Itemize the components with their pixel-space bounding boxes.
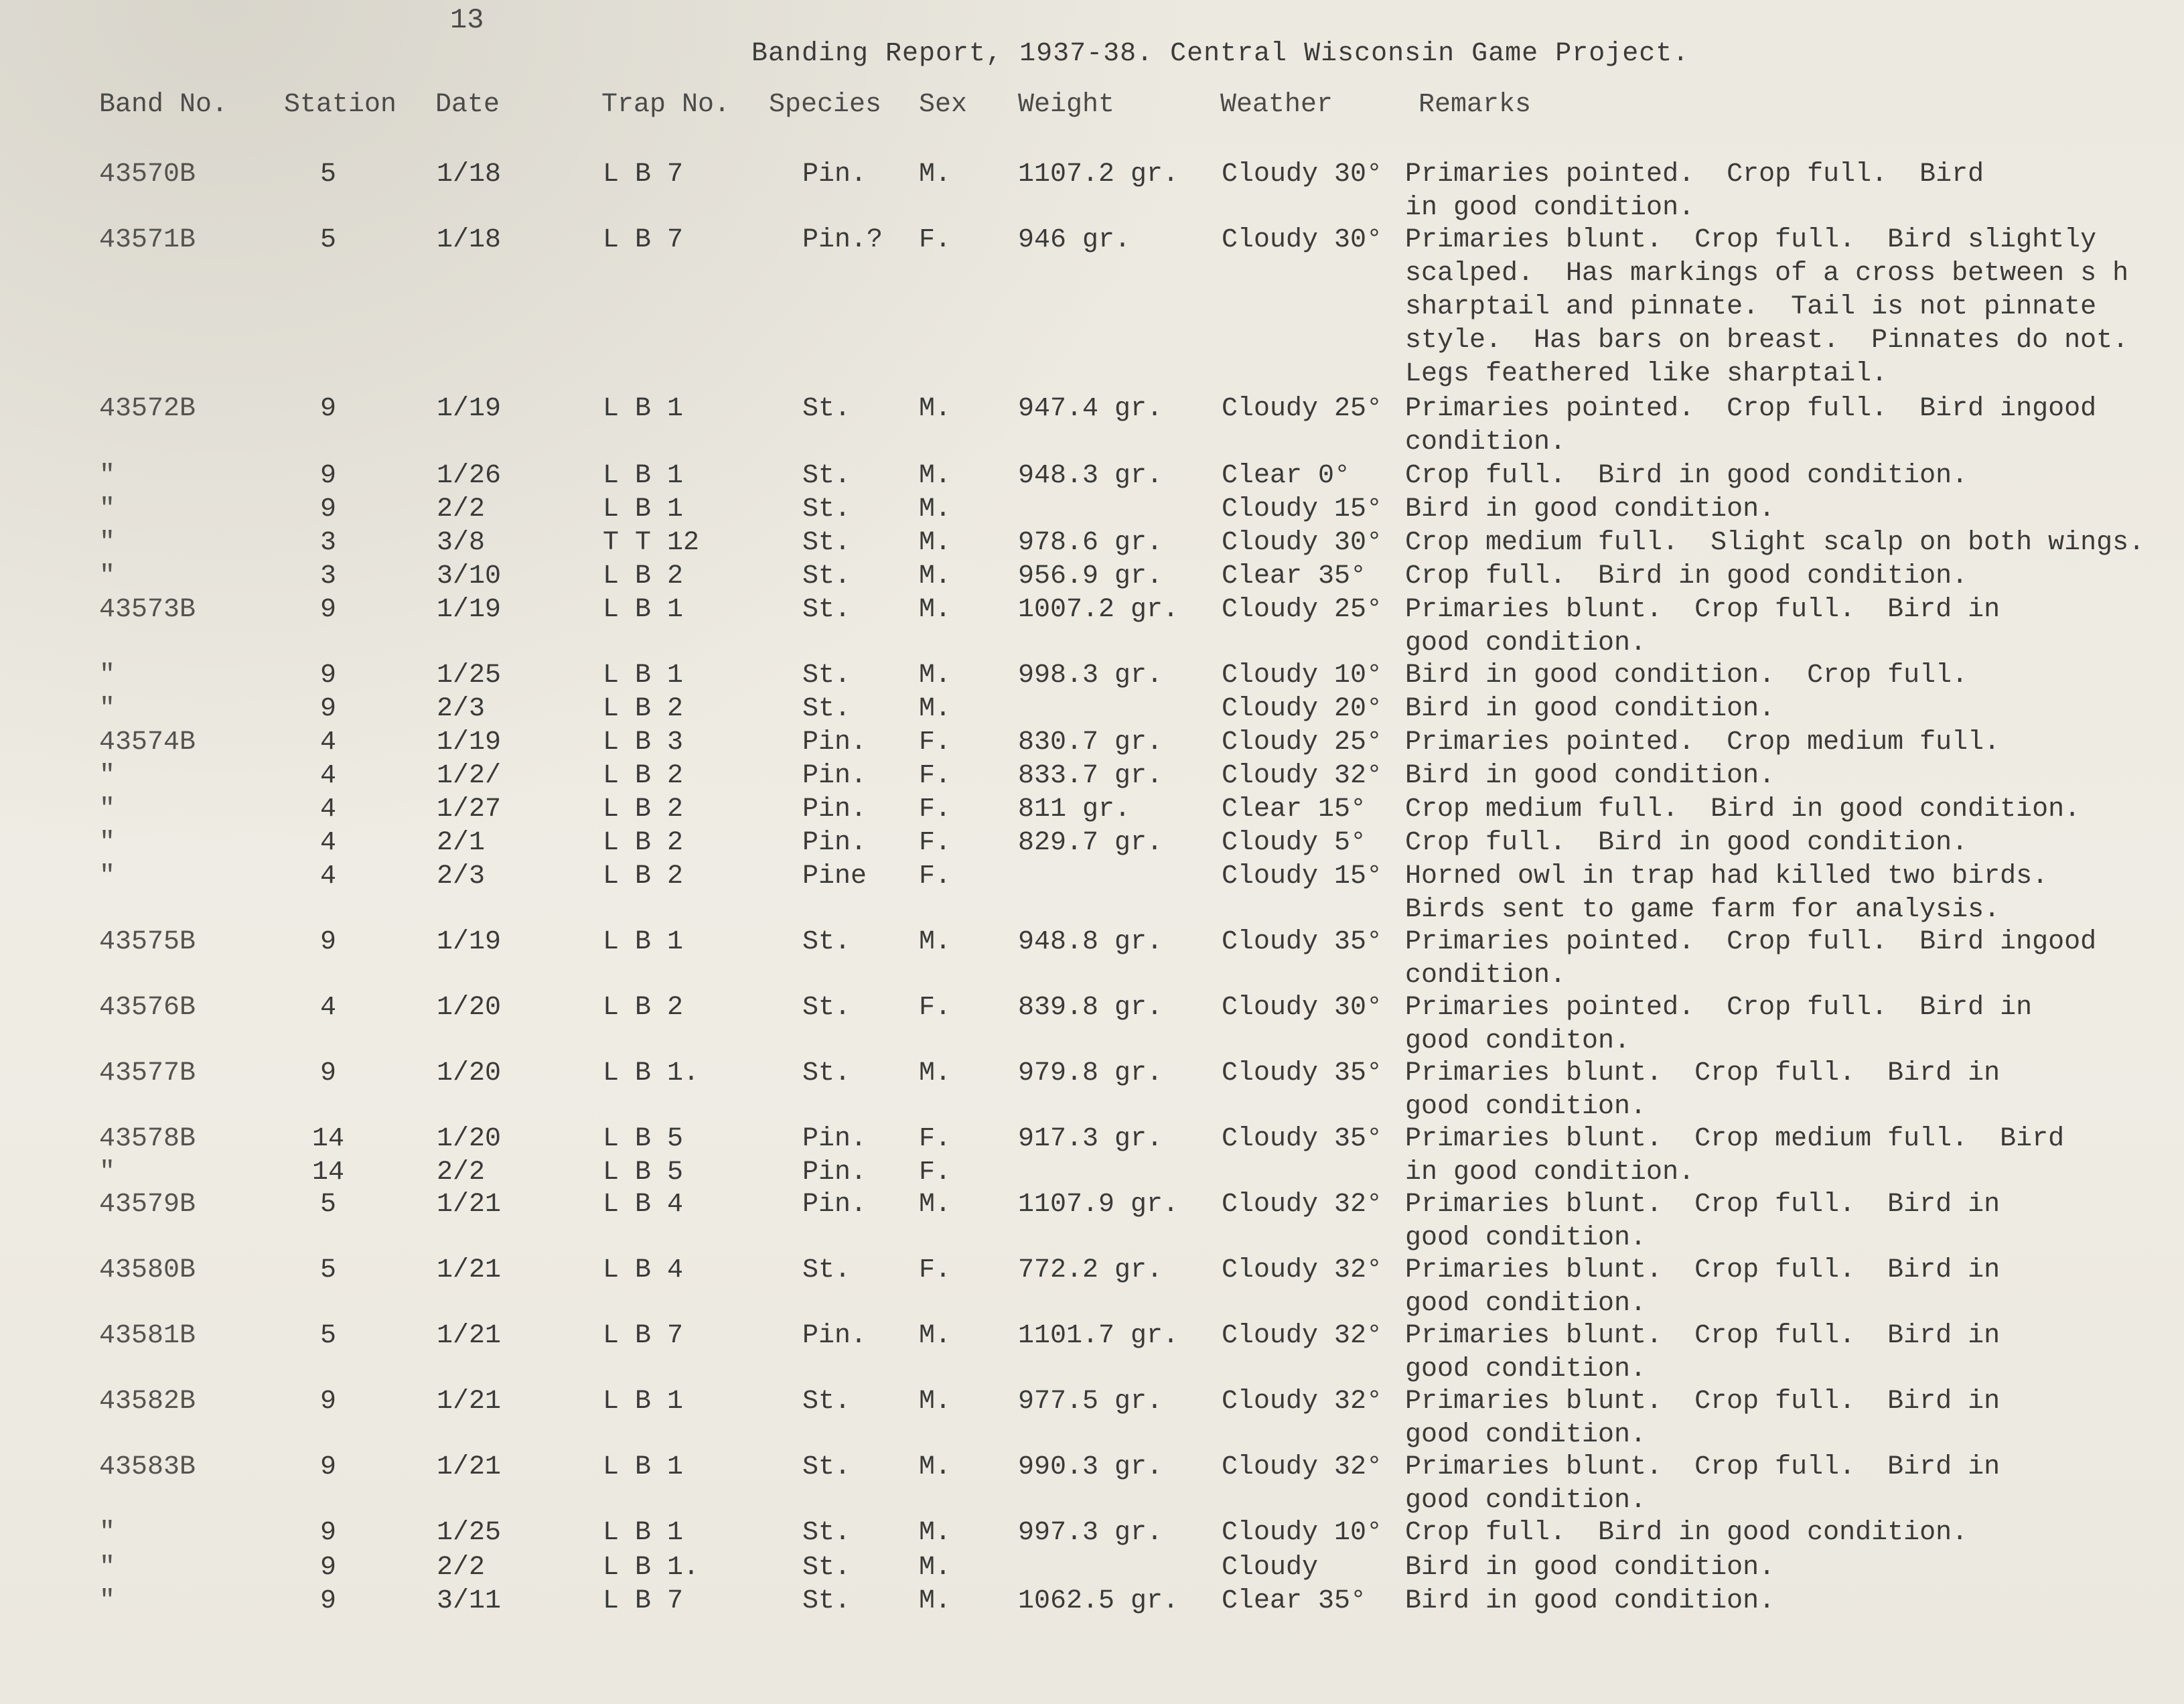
cell-date: 1/18: [437, 225, 502, 255]
cell-date: 1/21: [437, 1387, 502, 1417]
cell-date: 1/25: [437, 1518, 502, 1548]
cell-weight: 839.8 gr.: [1018, 993, 1163, 1023]
header-weight: Weight: [1018, 90, 1115, 120]
cell-weight: 811 gr.: [1018, 794, 1131, 825]
cell-species: St.: [802, 528, 851, 558]
cell-date: 1/21: [437, 1452, 502, 1482]
cell-trap-no: L B 2: [603, 993, 684, 1023]
cell-sex: M.: [919, 1058, 952, 1088]
report-title: Banding Report, 1937-38. Central Wisconsin Game Project.: [751, 39, 1690, 69]
cell-date: 3/10: [437, 561, 502, 591]
cell-species: St.: [802, 394, 851, 424]
cell-remarks: Bird in good condition.: [1405, 694, 1775, 724]
cell-station: 9: [319, 694, 336, 724]
cell-band-no: 43572B: [99, 394, 196, 424]
cell-remarks: Primaries blunt. Crop medium full. Bird in good condition.: [1405, 1124, 2065, 1188]
cell-remarks: Primaries blunt. Crop full. Bird in good condition.: [1405, 1255, 2000, 1319]
cell-remarks: Horned owl in trap had killed two birds. Birds sent to game farm for analysis.: [1405, 861, 2049, 925]
cell-trap-no: L B 2: [603, 561, 684, 591]
cell-sex: M.: [919, 528, 952, 558]
header-station: Station: [284, 90, 397, 120]
cell-station: 9: [319, 1586, 336, 1616]
cell-weather: Clear 0°: [1222, 461, 1351, 491]
cell-weight: 917.3 gr.: [1018, 1124, 1163, 1154]
cell-station: 3: [319, 561, 336, 591]
cell-species: St.: [802, 694, 851, 724]
cell-date: 1/27: [437, 794, 502, 825]
cell-station: 5: [319, 159, 336, 190]
cell-weather: Cloudy 32°: [1222, 761, 1383, 791]
cell-trap-no: L B 5: [603, 1157, 684, 1188]
cell-sex: F.: [919, 1157, 952, 1188]
cell-band-no: 43581B: [99, 1321, 196, 1351]
cell-date: 2/1: [437, 828, 486, 858]
cell-trap-no: L B 1: [603, 927, 684, 957]
cell-remarks: Bird in good condition.: [1405, 494, 1775, 524]
cell-sex: M.: [919, 1190, 952, 1220]
cell-species: St.: [802, 494, 851, 524]
cell-band-no: 43577B: [99, 1058, 196, 1088]
cell-remarks: Bird in good condition.: [1405, 761, 1775, 791]
cell-band-no: ": [99, 1553, 116, 1583]
cell-date: 1/18: [437, 159, 502, 190]
cell-sex: M.: [919, 1452, 952, 1482]
cell-station: 4: [319, 828, 336, 858]
cell-sex: M.: [919, 694, 952, 724]
cell-weather: Clear 35°: [1222, 561, 1367, 591]
cell-station: 14: [311, 1124, 344, 1154]
cell-weight: 977.5 gr.: [1018, 1387, 1163, 1417]
cell-station: 14: [311, 1157, 344, 1188]
cell-species: Pin.: [802, 761, 867, 791]
cell-band-no: ": [99, 461, 116, 491]
cell-band-no: ": [99, 794, 116, 825]
cell-sex: M.: [919, 660, 952, 691]
cell-species: St.: [802, 1058, 851, 1088]
cell-remarks: Primaries pointed. Crop full. Bird in good conditon.: [1405, 993, 2033, 1056]
header-band-no: Band No.: [99, 90, 228, 120]
cell-band-no: ": [99, 528, 116, 558]
cell-trap-no: L B 3: [603, 727, 684, 758]
cell-date: 2/3: [437, 694, 486, 724]
cell-species: Pin.: [802, 794, 867, 825]
cell-weight: 990.3 gr.: [1018, 1452, 1163, 1482]
cell-trap-no: L B 1: [603, 394, 684, 424]
cell-station: 9: [319, 494, 336, 524]
cell-weight: 956.9 gr.: [1018, 561, 1163, 591]
cell-weather: Cloudy 25°: [1222, 727, 1383, 758]
cell-remarks: Primaries blunt. Crop full. Bird in good condition.: [1405, 1058, 2000, 1122]
cell-station: 9: [319, 1452, 336, 1482]
cell-species: St.: [802, 1387, 851, 1417]
cell-species: Pin.: [802, 1321, 867, 1351]
cell-sex: F.: [919, 727, 952, 758]
cell-species: St.: [802, 1586, 851, 1616]
cell-band-no: 43576B: [99, 993, 196, 1023]
cell-sex: M.: [919, 461, 952, 491]
cell-species: Pin.: [802, 1190, 867, 1220]
cell-species: Pin.: [802, 1157, 867, 1188]
cell-weather: Cloudy 30°: [1222, 159, 1383, 190]
cell-date: 1/20: [437, 993, 502, 1023]
cell-weather: Cloudy 32°: [1222, 1387, 1383, 1417]
cell-remarks: Crop medium full. Slight scalp on both wings.: [1405, 528, 2145, 558]
cell-band-no: 43579B: [99, 1190, 196, 1220]
cell-station: 5: [319, 1190, 336, 1220]
cell-remarks: Primaries blunt. Crop full. Bird in good condition.: [1405, 1452, 2000, 1516]
cell-band-no: ": [99, 828, 116, 858]
cell-weather: Cloudy 25°: [1222, 394, 1383, 424]
cell-date: 1/19: [437, 595, 502, 625]
cell-weather: Cloudy 35°: [1222, 1058, 1383, 1088]
cell-weather: Cloudy 30°: [1222, 528, 1383, 558]
cell-remarks: Primaries pointed. Crop full. Bird ingood condition.: [1405, 927, 2097, 991]
cell-band-no: ": [99, 1586, 116, 1616]
cell-remarks: Primaries pointed. Crop full. Bird ingood condition.: [1405, 394, 2097, 457]
cell-trap-no: L B 1: [603, 461, 684, 491]
cell-band-no: ": [99, 761, 116, 791]
cell-sex: F.: [919, 861, 952, 892]
cell-weight: 978.6 gr.: [1018, 528, 1163, 558]
cell-date: 1/21: [437, 1190, 502, 1220]
cell-weather: Cloudy 32°: [1222, 1452, 1383, 1482]
cell-trap-no: L B 4: [603, 1255, 684, 1285]
cell-remarks: Crop full. Bird in good condition.: [1405, 561, 1968, 591]
cell-species: St.: [802, 993, 851, 1023]
cell-weight: 1101.7 gr.: [1018, 1321, 1179, 1351]
header-sex: Sex: [919, 90, 968, 120]
cell-band-no: 43571B: [99, 225, 196, 255]
cell-date: 1/20: [437, 1058, 502, 1088]
cell-trap-no: L B 1: [603, 494, 684, 524]
cell-station: 9: [319, 927, 336, 957]
cell-date: 1/19: [437, 927, 502, 957]
cell-weather: Cloudy 15°: [1222, 494, 1383, 524]
cell-species: St.: [802, 1452, 851, 1482]
cell-sex: M.: [919, 1387, 952, 1417]
cell-weight: 948.3 gr.: [1018, 461, 1163, 491]
cell-trap-no: L B 1: [603, 660, 684, 691]
cell-weight: 830.7 gr.: [1018, 727, 1163, 758]
cell-species: St.: [802, 461, 851, 491]
cell-weather: Cloudy 20°: [1222, 694, 1383, 724]
cell-sex: M.: [919, 595, 952, 625]
cell-band-no: ": [99, 561, 116, 591]
header-weather: Weather: [1220, 90, 1333, 120]
cell-band-no: 43574B: [99, 727, 196, 758]
cell-date: 1/19: [437, 727, 502, 758]
cell-weather: Cloudy 35°: [1222, 1124, 1383, 1154]
cell-band-no: ": [99, 494, 116, 524]
cell-date: 1/21: [437, 1321, 502, 1351]
cell-station: 4: [319, 794, 336, 825]
cell-weather: Clear 15°: [1222, 794, 1367, 825]
cell-species: Pine: [802, 861, 867, 892]
cell-station: 9: [319, 595, 336, 625]
cell-trap-no: T T 12: [603, 528, 700, 558]
cell-station: 9: [319, 1518, 336, 1548]
cell-station: 5: [319, 1255, 336, 1285]
cell-species: St.: [802, 1553, 851, 1583]
cell-trap-no: L B 1.: [603, 1553, 700, 1583]
cell-remarks: Primaries blunt. Crop full. Bird in good condition.: [1405, 595, 2000, 658]
cell-date: 2/2: [437, 1157, 486, 1188]
cell-weight: 948.8 gr.: [1018, 927, 1163, 957]
cell-species: Pin.: [802, 159, 867, 190]
cell-sex: M.: [919, 1553, 952, 1583]
page-number: 13: [450, 4, 484, 36]
cell-remarks: Crop medium full. Bird in good condition.: [1405, 794, 2081, 825]
header-species: Species: [769, 90, 882, 120]
cell-species: St.: [802, 927, 851, 957]
cell-trap-no: L B 7: [603, 1586, 684, 1616]
cell-date: 3/8: [437, 528, 486, 558]
cell-date: 3/11: [437, 1586, 502, 1616]
cell-band-no: 43570B: [99, 159, 196, 190]
cell-weather: Cloudy 5°: [1222, 828, 1367, 858]
cell-weather: Cloudy 35°: [1222, 927, 1383, 957]
cell-species: St.: [802, 595, 851, 625]
cell-band-no: 43573B: [99, 595, 196, 625]
cell-remarks: Primaries pointed. Crop medium full.: [1405, 727, 2000, 758]
cell-weight: 997.3 gr.: [1018, 1518, 1163, 1548]
cell-station: 5: [319, 225, 336, 255]
cell-date: 2/2: [437, 494, 486, 524]
cell-weather: Cloudy 30°: [1222, 225, 1383, 255]
cell-sex: F.: [919, 828, 952, 858]
cell-band-no: 43578B: [99, 1124, 196, 1154]
cell-sex: M.: [919, 394, 952, 424]
cell-species: St.: [802, 561, 851, 591]
cell-species: Pin.?: [802, 225, 883, 255]
cell-station: 9: [319, 394, 336, 424]
cell-sex: F.: [919, 993, 952, 1023]
cell-sex: F.: [919, 1124, 952, 1154]
cell-station: 4: [319, 861, 336, 892]
cell-station: 3: [319, 528, 336, 558]
cell-remarks: Primaries blunt. Crop full. Bird in good condition.: [1405, 1190, 2000, 1253]
cell-weather: Cloudy 15°: [1222, 861, 1383, 892]
cell-remarks: Crop full. Bird in good condition.: [1405, 828, 1968, 858]
cell-station: 4: [319, 761, 336, 791]
cell-weight: 1107.9 gr.: [1018, 1190, 1179, 1220]
cell-weather: Cloudy 10°: [1222, 660, 1383, 691]
cell-date: 2/2: [437, 1553, 486, 1583]
cell-species: Pin.: [802, 727, 867, 758]
cell-remarks: Primaries blunt. Crop full. Bird slightly scalped. Has markings of a cross between s h sharptail and pinnate. Tail is not pinnate style. Has bars on breast. Pinnates do not. Legs feathered like sharptail.: [1405, 225, 2129, 389]
cell-weather: Cloudy 25°: [1222, 595, 1383, 625]
cell-trap-no: L B 2: [603, 794, 684, 825]
header-date: Date: [435, 90, 500, 120]
cell-sex: M.: [919, 561, 952, 591]
cell-trap-no: L B 2: [603, 861, 684, 892]
cell-station: 9: [319, 660, 336, 691]
cell-weather: Cloudy 10°: [1222, 1518, 1383, 1548]
cell-station: 9: [319, 1387, 336, 1417]
cell-weight: 833.7 gr.: [1018, 761, 1163, 791]
cell-weight: 1007.2 gr.: [1018, 595, 1179, 625]
cell-trap-no: L B 7: [603, 225, 684, 255]
cell-trap-no: L B 5: [603, 1124, 684, 1154]
cell-station: 4: [319, 727, 336, 758]
cell-weather: Cloudy 32°: [1222, 1321, 1383, 1351]
cell-trap-no: L B 2: [603, 694, 684, 724]
cell-trap-no: L B 2: [603, 761, 684, 791]
cell-band-no: 43583B: [99, 1452, 196, 1482]
cell-band-no: ": [99, 1518, 116, 1548]
cell-date: 2/3: [437, 861, 486, 892]
cell-weather: Cloudy: [1222, 1553, 1319, 1583]
cell-species: St.: [802, 1518, 851, 1548]
cell-sex: M.: [919, 494, 952, 524]
cell-sex: F.: [919, 761, 952, 791]
cell-weather: Cloudy 30°: [1222, 993, 1383, 1023]
cell-species: St.: [802, 1255, 851, 1285]
cell-sex: M.: [919, 159, 952, 190]
cell-band-no: 43580B: [99, 1255, 196, 1285]
cell-weight: 829.7 gr.: [1018, 828, 1163, 858]
cell-sex: F.: [919, 1255, 952, 1285]
cell-sex: M.: [919, 1586, 952, 1616]
cell-remarks: Bird in good condition.: [1405, 1586, 1775, 1616]
cell-weather: Clear 35°: [1222, 1586, 1367, 1616]
header-trap-no: Trap No.: [601, 90, 731, 120]
cell-trap-no: L B 1: [603, 1452, 684, 1482]
cell-remarks: Bird in good condition.: [1405, 1553, 1775, 1583]
cell-band-no: ": [99, 660, 116, 691]
cell-sex: M.: [919, 927, 952, 957]
cell-sex: F.: [919, 794, 952, 825]
cell-weight: 998.3 gr.: [1018, 660, 1163, 691]
cell-station: 4: [319, 993, 336, 1023]
cell-weight: 1107.2 gr.: [1018, 159, 1179, 190]
cell-remarks: Crop full. Bird in good condition.: [1405, 461, 1968, 491]
cell-band-no: 43582B: [99, 1387, 196, 1417]
cell-station: 9: [319, 1553, 336, 1583]
cell-trap-no: L B 1.: [603, 1058, 700, 1088]
cell-trap-no: L B 2: [603, 828, 684, 858]
cell-species: St.: [802, 660, 851, 691]
cell-weather: Cloudy 32°: [1222, 1255, 1383, 1285]
cell-date: 1/19: [437, 394, 502, 424]
cell-remarks: Crop full. Bird in good condition.: [1405, 1518, 1968, 1548]
cell-remarks: Primaries blunt. Crop full. Bird in good condition.: [1405, 1321, 2000, 1384]
cell-sex: M.: [919, 1518, 952, 1548]
cell-date: 1/25: [437, 660, 502, 691]
cell-trap-no: L B 7: [603, 1321, 684, 1351]
cell-band-no: ": [99, 694, 116, 724]
cell-date: 1/26: [437, 461, 502, 491]
cell-weather: Cloudy 32°: [1222, 1190, 1383, 1220]
cell-band-no: ": [99, 861, 116, 892]
cell-weight: 947.4 gr.: [1018, 394, 1163, 424]
cell-date: 1/2/: [437, 761, 502, 791]
cell-date: 1/21: [437, 1255, 502, 1285]
cell-station: 9: [319, 461, 336, 491]
cell-species: Pin.: [802, 828, 867, 858]
cell-sex: F.: [919, 225, 952, 255]
cell-trap-no: L B 4: [603, 1190, 684, 1220]
cell-date: 1/20: [437, 1124, 502, 1154]
cell-weight: 1062.5 gr.: [1018, 1586, 1179, 1616]
cell-trap-no: L B 7: [603, 159, 684, 190]
cell-remarks: Primaries blunt. Crop full. Bird in good condition.: [1405, 1387, 2000, 1450]
cell-band-no: ": [99, 1157, 116, 1188]
cell-trap-no: L B 1: [603, 1518, 684, 1548]
cell-remarks: Primaries pointed. Crop full. Bird in good condition.: [1405, 159, 1984, 223]
cell-weight: 772.2 gr.: [1018, 1255, 1163, 1285]
cell-trap-no: L B 1: [603, 1387, 684, 1417]
cell-remarks: Bird in good condition. Crop full.: [1405, 660, 1968, 691]
cell-weight: 946 gr.: [1018, 225, 1131, 255]
cell-sex: M.: [919, 1321, 952, 1351]
cell-trap-no: L B 1: [603, 595, 684, 625]
cell-species: Pin.: [802, 1124, 867, 1154]
cell-band-no: 43575B: [99, 927, 196, 957]
cell-station: 5: [319, 1321, 336, 1351]
header-remarks: Remarks: [1418, 90, 1532, 120]
cell-station: 9: [319, 1058, 336, 1088]
cell-weight: 979.8 gr.: [1018, 1058, 1163, 1088]
